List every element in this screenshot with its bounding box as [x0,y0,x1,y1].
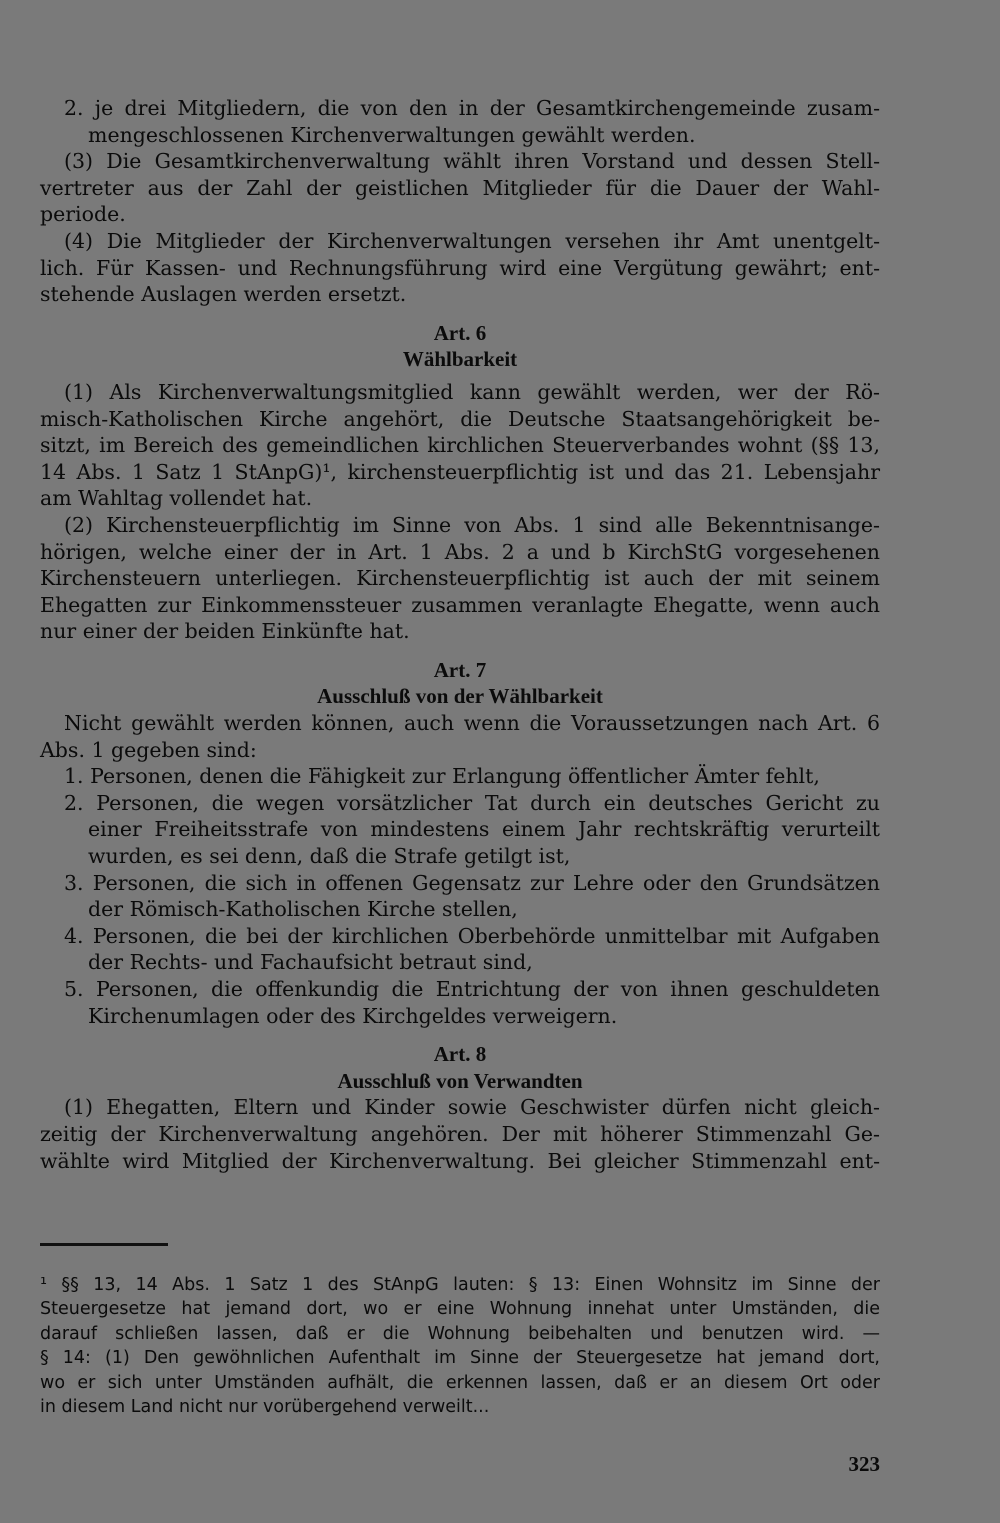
text-line: lich. Für Kassen- und Rechnungsführung wird eine Vergütung gewährt; ent- [40,255,880,280]
list-item: 3. Personen, die sich in offenen Gegensatz zur Lehre oder den Grundsätzen [64,870,880,895]
text-line: stehende Auslagen werden ersetzt. [40,282,407,307]
footnote-line: § 14: (1) Den gewöhnlichen Aufenthalt im Sinne der Steuergesetze hat jemand dort, [40,1348,880,1369]
article-title: Ausschluß von Verwandten [337,1068,583,1093]
article-8 [40,1041,880,1174]
text-line: 2. je drei Mitgliedern, die von den in der Gesamtkirchengemeinde zusam- [64,96,880,120]
article-7 [40,657,880,1029]
text-line: mengeschlossenen Kirchenverwaltungen gewählt werden. [88,122,696,147]
text-line: am Wahltag vollendet hat. [40,486,313,511]
article-6 [40,320,880,645]
list-item-continuation: Kirchenumlagen oder des Kirchgeldes verweigern. [88,1003,618,1028]
list-item: 4. Personen, die bei der kirchlichen Oberbehörde unmittelbar mit Aufgaben [64,923,880,948]
text-line: zeitig der Kirchenverwaltung angehören. Der mit höherer Stimmenzahl Ge- [40,1121,880,1146]
text-line: misch-Katholischen Kirche angehört, die Deutsche Staatsangehörigkeit be- [40,406,880,431]
text-line: 14 Abs. 1 Satz 1 StAnpG)¹, kirchensteuerpflichtig ist und das 21. Lebensjahr [40,459,880,484]
footnote-line: darauf schließen lassen, daß er die Wohnung beibehalten und benutzen wird. — [40,1323,880,1344]
footnote-line: wo er sich unter Umständen aufhält, die erkennen lassen, daß er an diesem Ort oder [40,1372,880,1393]
footnote [40,1273,880,1419]
list-item: 2. Personen, die wegen vorsätzlicher Tat durch ein deutsches Gericht zu [64,790,880,815]
text-line: Nicht gewählt werden können, auch wenn die Voraussetzungen nach Art. 6 [64,711,880,736]
text-line: Kirchensteuern unterliegen. Kirchensteuerpflichtig ist auch der mit seinem [40,566,880,591]
text-line: wählte wird Mitglied der Kirchenverwaltung. Bei gleicher Stimmenzahl ent- [40,1148,880,1173]
text-line: vertreter aus der Zahl der geistlichen Mitglieder für die Dauer der Wahl- [40,175,880,200]
page-body [40,95,880,1174]
list-item-continuation: der Rechts- und Fachaufsicht betraut sind, [88,950,533,975]
text-line: hörigen, welche einer der in Art. 1 Abs. 2 a und b KirchStG vorgesehenen [40,539,880,564]
text-line: (4) Die Mitglieder der Kirchenverwaltungen versehen ihr Amt unentgelt- [64,228,880,253]
page-number: 323 [848,1452,880,1476]
footnote-line: ¹ §§ 13, 14 Abs. 1 Satz 1 des StAnpG lauten: § 13: Einen Wohnsitz im Sinne der [40,1275,880,1295]
list-item: 5. Personen, die offenkundig die Entrichtung der von ihnen geschuldeten [64,977,880,1001]
article-title: Wählbarkeit [402,347,518,372]
footnote-line: Steuergesetze hat jemand dort, wo er eine Wohnung innehat unter Umständen, die [40,1299,880,1320]
article-number: Art. 6 [433,320,487,345]
footnote-line: in diesem Land nicht nur vorübergehend verweilt... [40,1397,490,1418]
list-item-continuation: der Römisch-Katholischen Kirche stellen, [88,897,518,922]
text-line: nur einer der beiden Einkünfte hat. [40,619,410,644]
text-line: (3) Die Gesamtkirchenverwaltung wählt ihren Vorstand und dessen Stell- [64,149,880,174]
list-item: 1. Personen, denen die Fähigkeit zur Erlangung öffentlicher Ämter fehlt, [64,764,820,789]
article-number: Art. 8 [433,1042,487,1067]
list-item-continuation: einer Freiheitsstrafe von mindestens einem Jahr rechtskräftig verurteilt [88,817,880,842]
text-line: Ehegatten zur Einkommenssteuer zusammen veranlagte Ehegatte, wenn auch [40,592,880,617]
article-title: Ausschluß von der Wählbarkeit [317,684,603,709]
text-line: Abs. 1 gegeben sind: [40,737,257,762]
footnote-divider [40,1243,168,1246]
article-number: Art. 7 [433,657,487,682]
text-line: (2) Kirchensteuerpflichtig im Sinne von Abs. 1 sind alle Bekenntnisange- [64,512,880,537]
text-line: periode. [40,202,126,227]
text-line: (1) Ehegatten, Eltern und Kinder sowie Geschwister dürfen nicht gleich- [64,1095,880,1120]
list-item-continuation: wurden, es sei denn, daß die Strafe getilgt ist, [88,844,571,869]
intro-section [40,95,880,308]
text-line: (1) Als Kirchenverwaltungsmitglied kann gewählt werden, wer der Rö- [64,379,880,404]
text-line: sitzt, im Bereich des gemeindlichen kirchlichen Steuerverbandes wohnt (§§ 13, [40,433,880,458]
